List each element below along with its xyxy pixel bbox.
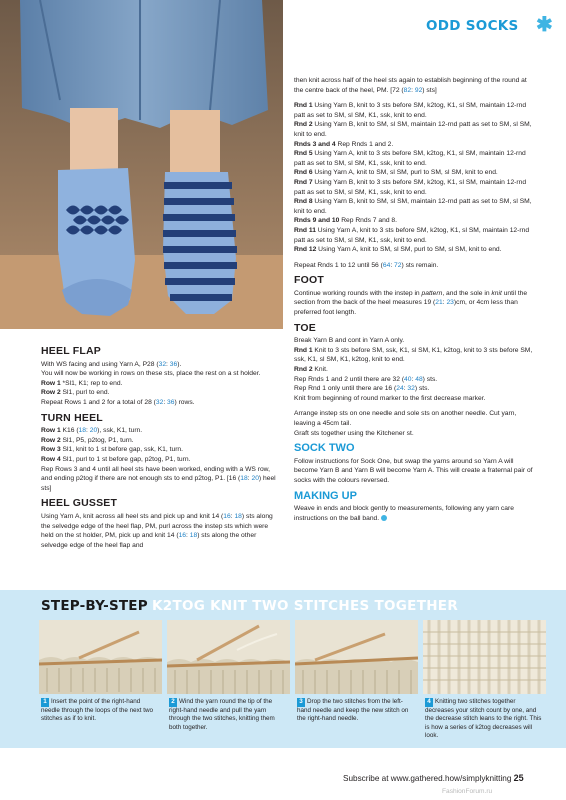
toe-graft: Graft sts together using the Kitchener st. bbox=[294, 429, 414, 437]
heading-heel-gusset: HEEL GUSSET bbox=[41, 497, 118, 510]
rnd-2: Rnd 2 Using Yarn B, knit to SM, sl SM, maintain 12-rnd patt as set to SM, sl SM, knit to end. bbox=[294, 121, 532, 138]
step-1-photo bbox=[39, 620, 162, 694]
sock-two-text: Follow instructions for Sock One, but swap the yarns around so Yarn A will become Yarn B and Yarn B will become Yarn A. This will create a fraternal pair of socks with the colours reversed. bbox=[294, 457, 533, 484]
rnd-3-4: Rnds 3 and 4 Rep Rnds 1 and 2. bbox=[294, 140, 394, 148]
turn-heel-repeat: Rep Rows 3 and 4 until all heel sts have been worked, ending with a WS row, and ending p2tog if there are not enough sts to end p2tog, P1. [16 (18: 20) heel sts] bbox=[41, 465, 276, 492]
right-column bbox=[294, 76, 534, 523]
toe-rep1: Rep Rnds 1 and 2 until there are 32 (40: 48) sts. bbox=[294, 375, 438, 383]
watermark: FashionForum.ru bbox=[442, 788, 493, 795]
making-up-text: Weave in ends and block gently to measurements, following any yarn care instructions on the ball band. bbox=[294, 505, 514, 522]
foot-text: Continue working rounds with the instep in pattern, and the sole in knit until the section from the back of the heel measures 19 (21: 23)cm, or 4cm less than preferred foot length. bbox=[294, 289, 528, 317]
step-4-photo bbox=[423, 620, 546, 694]
heel-flap-note: You will now be working in rows on these sts, place the rest on a st holder. bbox=[41, 370, 261, 378]
turn-heel-row3: Row 3 Sl1, knit to 1 st before gap, ssk, K1, turn. bbox=[41, 446, 183, 454]
heel-flap-repeat: Repeat Rows 1 and 2 for a total of 28 (32: 36) rows. bbox=[41, 398, 195, 406]
end-bullet-icon bbox=[381, 515, 387, 521]
turn-heel-row2: Row 2 Sl1, P5, p2tog, P1, turn. bbox=[41, 436, 134, 444]
heading-turn-heel: TURN HEEL bbox=[41, 411, 103, 424]
heel-gusset-text: Using Yarn A, knit across all heel sts and pick up and knit 14 (16: 18) sts along the selvedge edge of the heel flap, PM, purl across the instep sts which were held on the st holder, PM, pick up and knit 14 (16: 18) sts along the other selvedge edge of the heel flap and bbox=[41, 512, 273, 549]
turn-heel-row1: Row 1 K16 (18: 20), ssk, K1, turn. bbox=[41, 427, 143, 435]
heading-sock-two: SOCK TWO bbox=[294, 442, 355, 455]
toe-rnd2: Rnd 2 Knit. bbox=[294, 366, 328, 374]
section-title: ODD SOCKS bbox=[426, 18, 519, 34]
socks-illustration bbox=[0, 0, 283, 329]
toe-arrange: Arrange instep sts on one needle and sole sts on another needle. Cut yarn, leaving a 45cm tail. bbox=[294, 410, 517, 427]
left-column bbox=[41, 347, 278, 550]
step-2-caption: 2 Wind the yarn round the tip of the right-hand needle and pull the yarn through the two stitches, knitting them both together. bbox=[169, 698, 275, 731]
heading-heel-flap: HEEL FLAP bbox=[41, 345, 101, 357]
step-by-step-title: STEP-BY-STEP bbox=[41, 598, 148, 614]
heel-flap-row1: Row 1 *Sl1, K1; rep to end. bbox=[41, 379, 123, 387]
heading-toe: TOE bbox=[294, 321, 316, 334]
step-4-caption: 4 Knitting two stitches together decreases your stitch count by one, and the decrease stitch leans to the right. This is how a series of k2tog decreases will look. bbox=[425, 698, 542, 740]
step-2-photo bbox=[167, 620, 290, 694]
step-3-photo bbox=[295, 620, 418, 694]
socks-photo bbox=[0, 0, 283, 329]
rnd-7: Rnd 7 Using Yarn B, knit to 3 sts before SM, k2tog, K1, sl SM, maintain 12-rnd patt as set to SM, sl SM, K1, ssk, knit to end. bbox=[294, 178, 527, 196]
repeat-rnds: Repeat Rnds 1 to 12 until 56 (64: 72) sts remain. bbox=[294, 261, 439, 269]
rnd-9-10: Rnds 9 and 10 Rep Rnds 7 and 8. bbox=[294, 217, 397, 225]
step-3-caption: 3 Drop the two stitches from the left-hand needle and keep the new stitch on the right-hand needle. bbox=[297, 698, 409, 723]
toe-knit: Knit from beginning of round marker to the first decrease marker. bbox=[294, 394, 486, 402]
rnd-6: Rnd 6 Using Yarn A, knit to SM, sl SM, purl to SM, sl SM, knit to end. bbox=[294, 169, 498, 177]
heading-foot: FOOT bbox=[294, 274, 324, 287]
toe-rnd1: Rnd 1 Knit to 3 sts before SM, ssk, K1, sl SM, K1, k2tog, knit to 3 sts before SM, ssk, K1, sl SM, K1, k2tog, knit to end. bbox=[294, 346, 533, 364]
heel-flap-intro: With WS facing and using Yarn A, P28 (32: 36). bbox=[41, 360, 182, 368]
page-number: 25 bbox=[513, 773, 524, 783]
rnd-1: Rnd 1 Using Yarn B, knit to 3 sts before SM, k2tog, K1, sl SM, maintain 12-rnd patt as set to SM, sl SM, K1, ssk, knit to end. bbox=[294, 102, 527, 119]
heel-flap-row2: Row 2 Sl1, purl to end. bbox=[41, 389, 110, 397]
heading-making-up: MAKING UP bbox=[294, 489, 357, 502]
subscribe-link[interactable]: Subscribe at www.gathered.how/simplyknitting bbox=[343, 774, 512, 783]
turn-heel-row4: Row 4 Sl1, purl to 1 st before gap, p2tog, P1, turn. bbox=[41, 455, 191, 463]
toe-break: Break Yarn B and cont in Yarn A only. bbox=[294, 337, 405, 345]
toe-rep2: Rep Rnd 1 only until there are 16 (24: 32) sts. bbox=[294, 385, 430, 393]
step-1-caption: 1 Insert the point of the right-hand needle through the loops of the next two stitches as if to knit. bbox=[41, 698, 154, 723]
rnd-5: Rnd 5 Using Yarn A, knit to 3 sts before SM, k2tog, K1, sl SM, maintain 12-rnd patt as set to SM, sl SM, K1, ssk, knit to end. bbox=[294, 150, 526, 167]
rnd-11: Rnd 11 Using Yarn A, knit to 3 sts before SM, k2tog, K1, sl SM, maintain 12-rnd patt as set to SM, sl SM, K1, ssk, knit to end. bbox=[294, 226, 530, 244]
step-by-step-subtitle: K2TOG KNIT TWO STITCHES TOGETHER bbox=[152, 598, 459, 614]
gusset-continued: then knit across half of the heel sts again to establish beginning of the round at the centre back of the heel, PM. [72 (82: 92) sts] bbox=[294, 77, 527, 94]
rnd-12: Rnd 12 Using Yarn A, knit to SM, sl SM, purl to SM, sl SM, knit to end. bbox=[294, 246, 502, 254]
footer bbox=[343, 773, 524, 783]
rnd-8: Rnd 8 Using Yarn B, knit to SM, sl SM, maintain 12-rnd patt as set to SM, sl SM, knit to end. bbox=[294, 198, 532, 215]
asterisk-icon: ✱ bbox=[536, 14, 553, 36]
